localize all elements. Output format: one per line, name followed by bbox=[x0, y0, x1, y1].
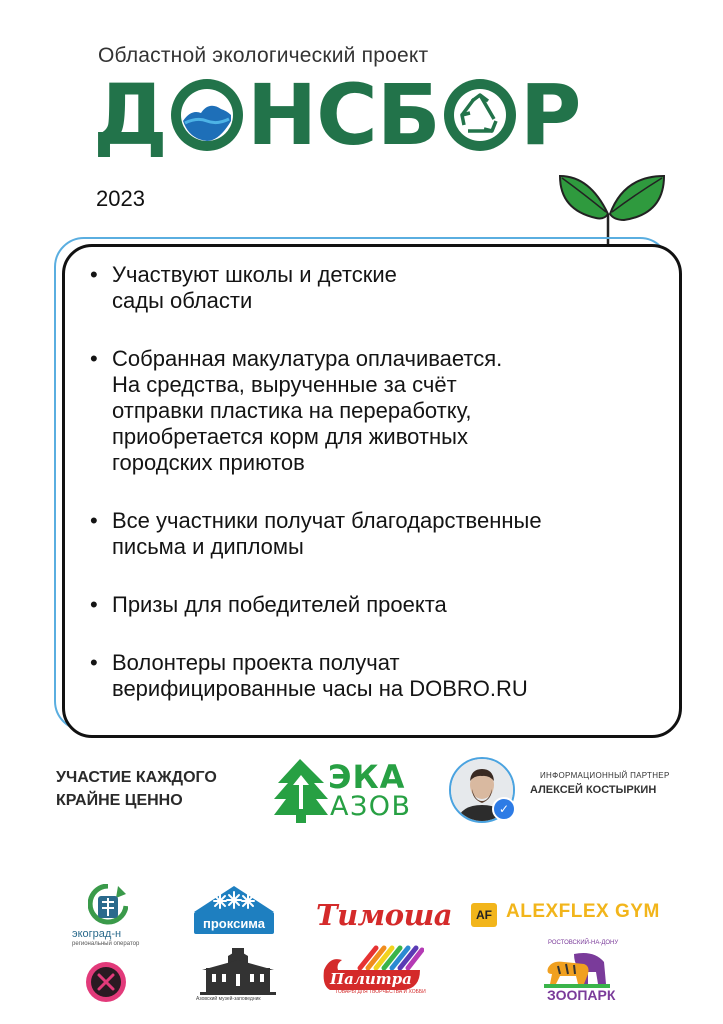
donsbor-logo bbox=[93, 66, 581, 164]
project-benefits-list bbox=[88, 262, 668, 734]
list-item: • Собранная макулатура оплачивается. На средства, вырученные за счёт отправки пластика на переработку, приобретается корм для животных городских приютов bbox=[88, 346, 668, 476]
slogan: УЧАСТИЕ КАЖДОГО КРАЙНЕ ЦЕННО bbox=[56, 769, 217, 809]
palitra-name: Палитра bbox=[330, 970, 412, 988]
ekograd-subtitle: региональный оператор bbox=[72, 941, 140, 947]
recycle-icon bbox=[442, 77, 518, 153]
logo-letter-d: Д bbox=[93, 66, 167, 164]
partner-name: АЛЕКСЕЙ КОСТЫРКИН bbox=[530, 784, 657, 796]
list-item: • Все участники получат благодарственные письма и дипломы bbox=[88, 508, 668, 560]
zoo-city: РОСТОВСКИЙ-НА-ДОНУ bbox=[548, 940, 619, 946]
list-item: • Волонтеры проекта получат верифицированные часы на DOBRO.RU bbox=[88, 650, 668, 702]
close-circle-logo-icon bbox=[84, 960, 128, 1004]
verified-check-icon: ✓ bbox=[492, 797, 516, 821]
alexflex-badge: AF bbox=[471, 903, 497, 927]
water-drop-icon bbox=[169, 77, 245, 153]
partner-label: ИНФОРМАЦИОННЫЙ ПАРТНЕР bbox=[540, 771, 670, 780]
museum-building-icon bbox=[198, 946, 278, 996]
logo-letter-n: Н bbox=[246, 66, 317, 164]
timosha-logo: Тимоша bbox=[316, 898, 453, 932]
zoo-name: ЗООПАРК bbox=[547, 987, 616, 1003]
palitra-subtitle: ТОВАРЫ ДЛЯ ТВОРЧЕСТВА И ХОББИ bbox=[335, 989, 426, 995]
proxima-name: проксима bbox=[203, 916, 265, 931]
ekograd-logo-icon bbox=[88, 884, 128, 928]
year-label: 2023 bbox=[96, 186, 145, 211]
logo-letter-b: Б bbox=[376, 66, 440, 164]
logo-letter-s: С bbox=[316, 66, 377, 164]
list-item: • Участвуют школы и детские сады области bbox=[88, 262, 668, 314]
list-item: • Призы для победителей проекта bbox=[88, 592, 668, 618]
alexflex-name: ALEXFLEX GYM bbox=[506, 901, 660, 922]
eka-logo-top: ЭКА bbox=[328, 758, 406, 796]
logo-letter-r: Р bbox=[519, 66, 581, 164]
project-subtitle: Областной экологический проект bbox=[98, 44, 429, 67]
eka-logo-bottom: АЗОВ bbox=[330, 791, 412, 822]
ekograd-name: экоград-н bbox=[72, 928, 122, 940]
museum-caption: Азовский музей-заповедник bbox=[196, 996, 261, 1002]
zoo-animals-icon bbox=[544, 948, 610, 988]
